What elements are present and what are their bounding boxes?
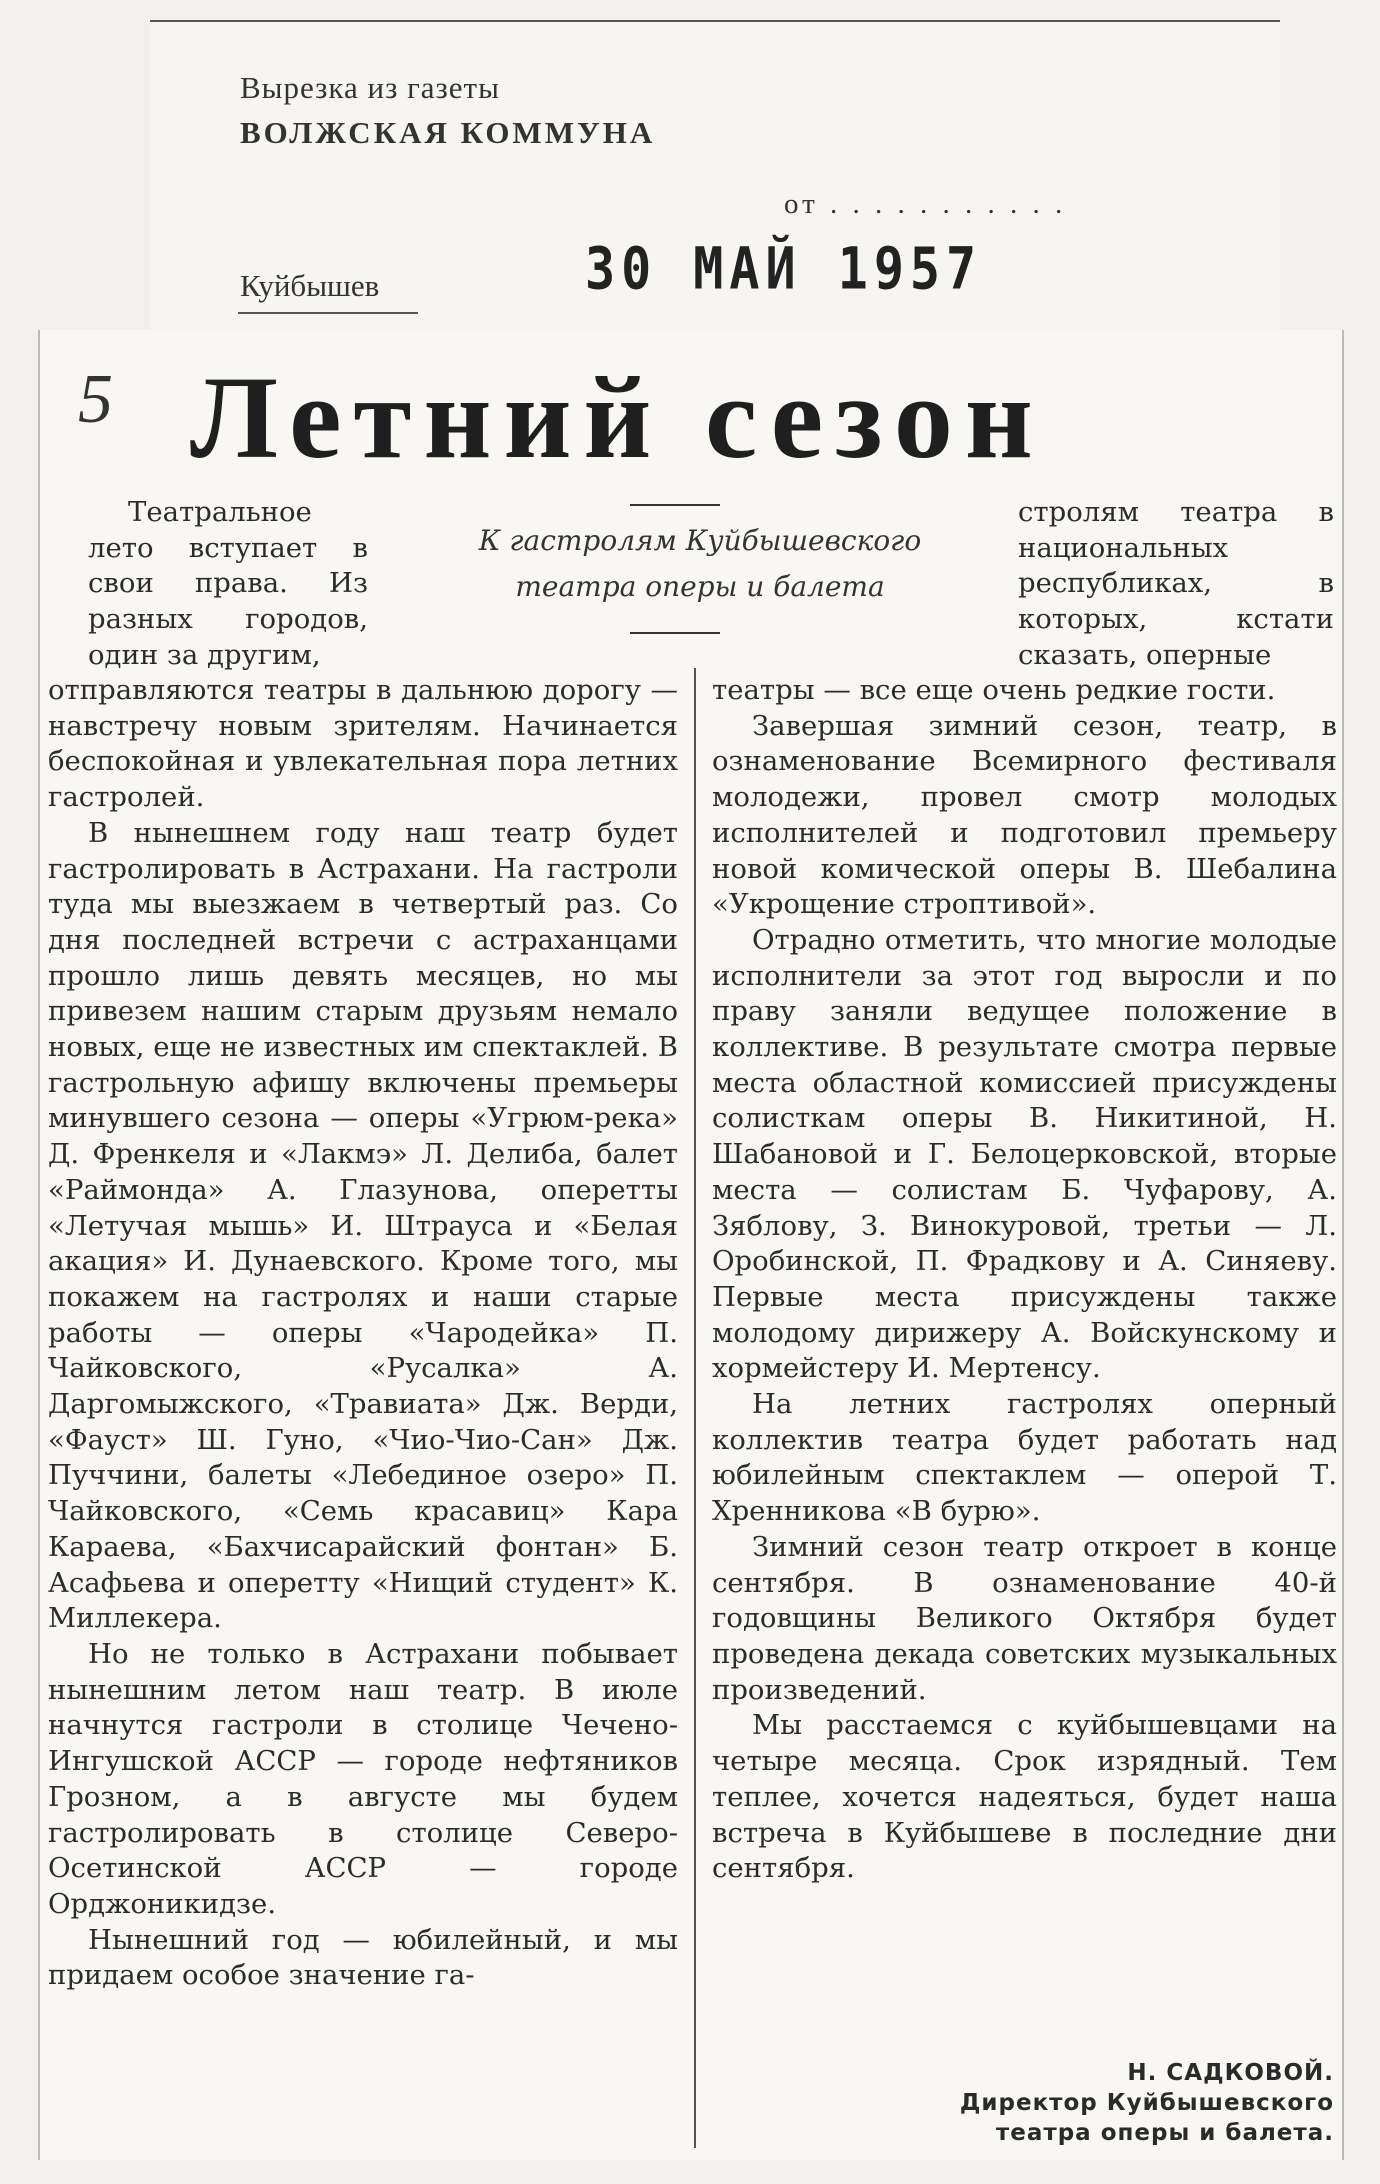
right-paragraph-1: театры — все еще очень редкие гости.	[712, 674, 1276, 706]
right-paragraph-6: Мы расстаемся с куйбышевцами на четыре месяца. Срок изрядный. Тем теплее, хочется надеяться, будет наша встреча в Куйбышеве в последние дни сентября.	[712, 1709, 1337, 1885]
left-paragraph-2: В нынешнем году наш театр будет гастролировать в Астрахани. На гастроли туда мы выезжаем в четвертый раз. Со дня последней встречи с астраханцами прошло лишь девять месяцев, но мы привезем нашим старым друзьям немало новых, еще не известных им спектаклей. В гастрольную афишу включены премьеры минувшего сезона — оперы «Угрюм-река» Д. Френкеля и «Лакмэ» Л. Делиба, балет «Раймонда» А. Глазунова, оперетты «Летучая мышь» И. Штрауса и «Белая акация» И. Дунаевского. Кроме того, мы покажем на гастролях и наши старые работы — оперы «Чародейка» П. Чайковского, «Русалка» А. Даргомыжского, «Травиата» Дж. Верди, «Фауст» Ш. Гуно, «Чио-Чио-Сан» Дж. Пуччини, балеты «Лебединое озеро» П. Чайковского, «Семь красавиц» Кара Караева, «Бахчисарайский фонтан» Б. Асафьева и оперетту «Нищий студент» К. Миллекера.	[48, 816, 678, 1635]
city-underline	[238, 312, 418, 314]
signature-title-line1: Директор Куйбышевского	[959, 2090, 1334, 2116]
date-stamp: 30 МАЙ 1957	[585, 235, 983, 303]
lead-left-text	[88, 495, 368, 674]
date-from-field: от . . . . . . . . . . .	[784, 188, 1067, 220]
column-divider	[694, 668, 696, 2148]
handwritten-mark: 5	[78, 361, 113, 438]
left-paragraph-3: Но не только в Астрахани побывает нынешним летом наш театр. В июле начнутся гастроли в столице Чечено-Ингушской АССР — городе нефтяников Грозном, а в августе мы будем гастролировать в столице Северо-Осетинской АССР — городе Орджоникидзе.	[48, 1637, 678, 1920]
article-title: Летний сезон	[190, 352, 1045, 483]
right-column	[712, 673, 1337, 1887]
signature-title-line2: театра оперы и балета.	[995, 2120, 1334, 2146]
right-paragraph-5: Зимний сезон театр откроет в конце сентября. В ознаменование 40-й годовщины Великого Октября будет проведена декада советских музыкальных произведений.	[712, 1530, 1337, 1706]
left-paragraph-1: отправляются театры в дальнюю дорогу — навстречу новым зрителям. Начинается беспокойная и увлекательная пора летних гастролей.	[48, 674, 678, 814]
subtitle-rule-bottom	[630, 632, 720, 634]
article-subtitle: К гастролям Куйбышевского театра оперы и балета	[478, 524, 922, 603]
city-label: Куйбышев	[240, 268, 380, 303]
right-paragraph-2: Завершая зимний сезон, театр, в ознаменование Всемирного фестиваля молодежи, провел смотр молодых исполнителей и подготовил премьеру новой комической оперы В. Шебалина «Укрощение строптивой».	[712, 709, 1337, 921]
subtitle-rule-top	[630, 504, 720, 506]
right-paragraph-4: На летних гастролях оперный коллектив театра будет работать над юбилейным спектаклем — оперой Т. Хренникова «В бурю».	[712, 1388, 1337, 1528]
left-paragraph-4: Нынешний год — юбилейный, и мы придаем особое значение га-	[48, 1923, 678, 1992]
signature-name: Н. САДКОВОЙ.	[1127, 2060, 1334, 2086]
newspaper-name: ВОЛЖСКАЯ КОММУНА	[240, 115, 656, 150]
lead-left-paragraph: Театральное лето вступает в свои права. Из разных городов, один за другим,	[88, 496, 368, 671]
lead-right-text	[1018, 495, 1334, 674]
clipping-label: Вырезка из газеты	[240, 70, 500, 105]
right-paragraph-3: Отрадно отметить, что многие молодые исполнители за этот год выросли и по праву заняли ведущее положение в коллективе. В результате смотра первые места областной комиссией присуждены солисткам оперы В. Никитиной, Н. Шабановой и Г. Белоцерковской, вторые места — солистам Б. Чуфарову, А. Зяблову, З. Винокуровой, третьи — Л. Оробинской, П. Фрадкову и А. Синяеву. Первые места присуждены также молодому дирижеру А. Войскунскому и хормейстеру И. Мертенсу.	[712, 923, 1337, 1385]
signature-block	[874, 2058, 1334, 2148]
lead-right-paragraph: стролям театра в национальных республиках, в которых, кстати сказать, оперные	[1018, 496, 1334, 671]
left-column	[48, 673, 678, 1994]
